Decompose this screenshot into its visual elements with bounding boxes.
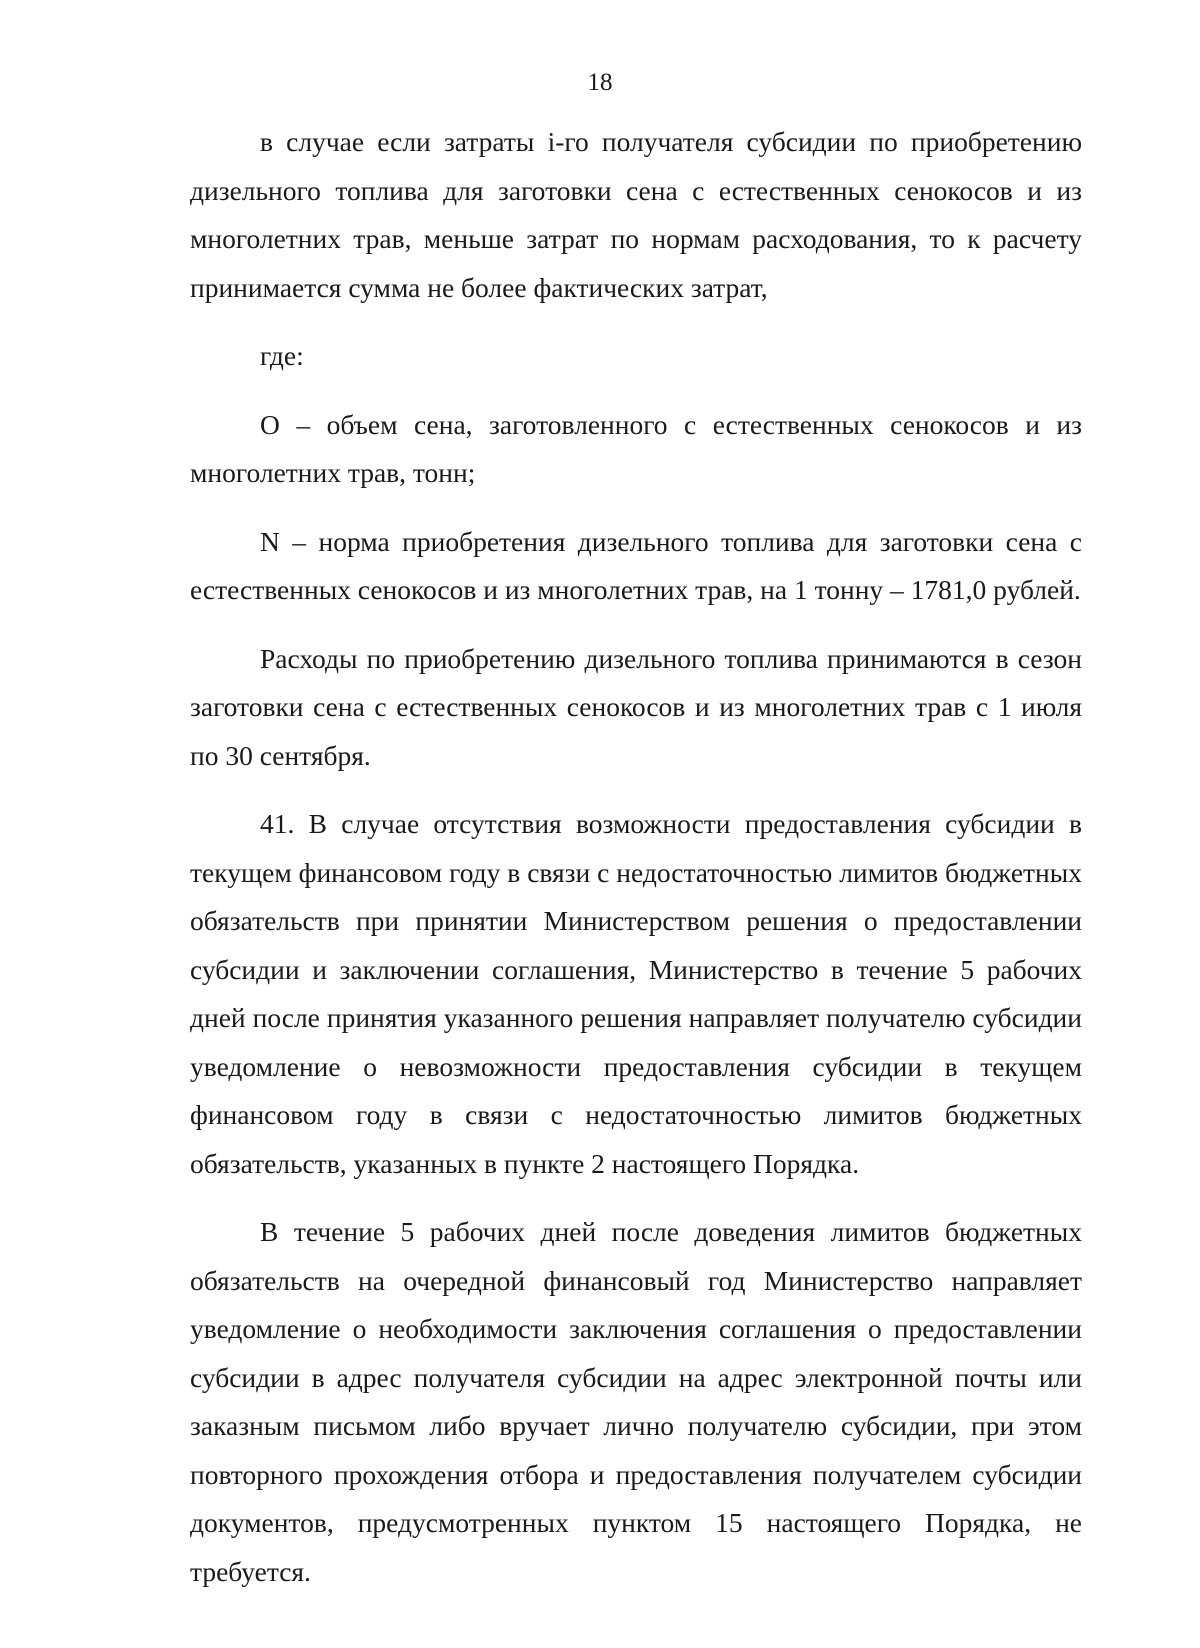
- document-body: [190, 118, 1082, 1596]
- paragraph-cost-condition: в случае если затраты i-го получателя субсидии по приобретению дизельного топлива для заготовки сена с естественных сенокосов и из многолетних трав, меньше затрат по нормам расходования, то к расчету принимается сумма не более фактических затрат,: [190, 126, 1082, 303]
- paragraph-item-41: 41. В случае отсутствия возможности предоставления субсидии в текущем финансовом году в связи с недостаточностью лимитов бюджетных обязательств при принятии Министерством решения о предоставлении субсидии и заключении соглашения, Министерство в течение 5 рабочих дней после принятия указанного решения направляет получателю субсидии уведомление о невозможности предоставления субсидии в текущем финансовом году в связи с недостаточностью лимитов бюджетных обязательств, указанных в пункте 2 настоящего Порядка.: [190, 808, 1082, 1179]
- paragraph-expense-season: Расходы по приобретению дизельного топлива принимаются в сезон заготовки сена с естественных сенокосов и из многолетних трав с 1 июля по 30 сентября.: [190, 642, 1082, 771]
- paragraph-where: где:: [260, 340, 304, 371]
- paragraph-notification: В течение 5 рабочих дней после доведения лимитов бюджетных обязательств на очередной финансовый год Министерство направляет уведомление о необходимости заключения соглашения о предоставлении субсидии в адрес получателя субсидии на адрес электронной почты или заказным письмом либо вручает лично получателю субсидии, при этом повторного прохождения отбора и предоставления получателем субсидии документов, предусмотренных пунктом 15 настоящего Порядка, не требуется.: [190, 1216, 1082, 1587]
- page-number: 18: [587, 69, 613, 96]
- paragraph-hay-volume: O – объем сена, заготовленного с естественных сенокосов и из многолетних трав, тонн;: [190, 408, 1082, 488]
- paragraph-fuel-norm: N – норма приобретения дизельного топлива для заготовки сена с естественных сенокосов и из многолетних трав, на 1 тонну – 1781,0 рублей.: [190, 525, 1082, 605]
